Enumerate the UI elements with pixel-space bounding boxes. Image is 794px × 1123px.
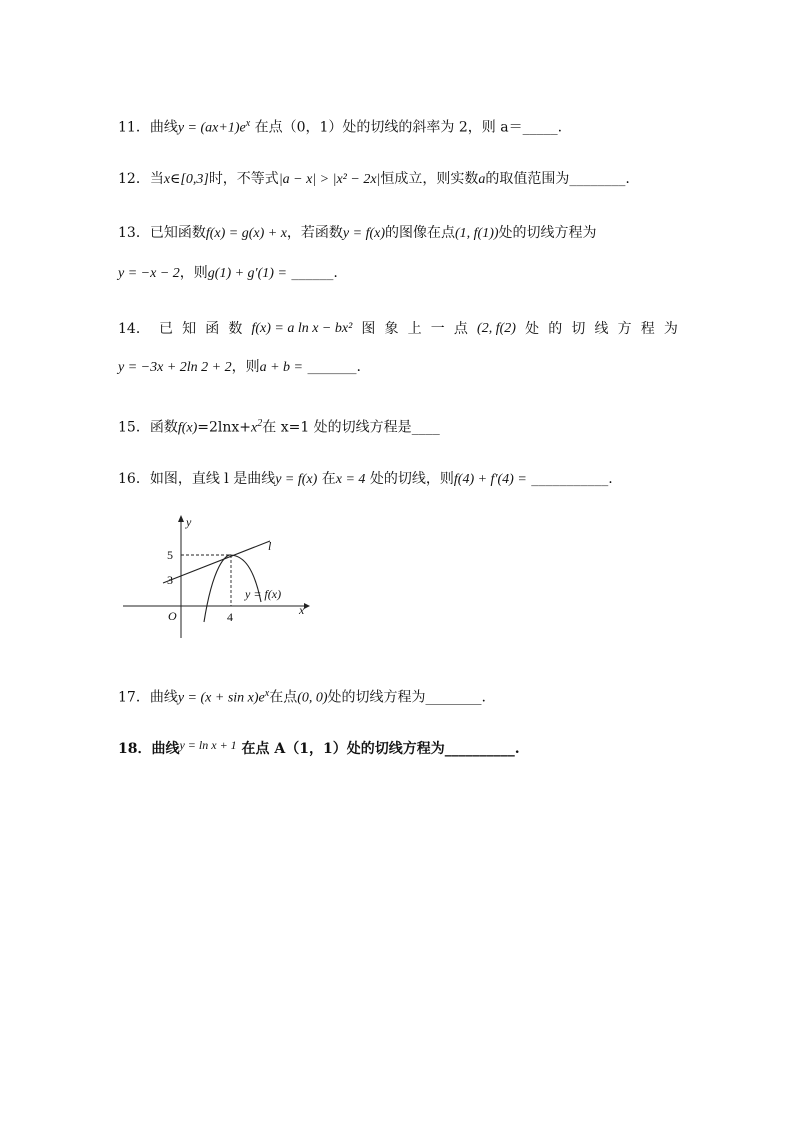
question-16: [118, 469, 613, 490]
question-char: 方: [617, 321, 632, 337]
question-text: 的图像在点: [385, 225, 455, 241]
question-text: 当: [149, 171, 164, 187]
question-char: 数: [228, 321, 243, 337]
math-expression: a: [478, 172, 486, 187]
question-char: 图: [361, 321, 376, 337]
question-char: 知: [182, 321, 197, 337]
answer-blank: _____: [522, 119, 558, 136]
math-expression: f(x) = g(x) + x: [205, 226, 287, 241]
answer-blank: ___________: [531, 471, 609, 487]
question-text: 处的切线方程为: [498, 225, 597, 241]
period: .: [356, 359, 361, 375]
question-18: [118, 735, 520, 759]
question-char: 上: [407, 321, 422, 337]
question-text: =2lnx+: [197, 419, 252, 436]
question-text: 已知函数: [149, 225, 206, 241]
question-char: 程: [640, 321, 655, 337]
math-expression: y = (ax+1)e: [177, 120, 246, 136]
y-tick-5: 5: [167, 548, 173, 562]
question-char: 象: [384, 321, 399, 337]
y-tick-3: 3: [167, 573, 173, 587]
question-text: 时，不等式: [208, 171, 279, 187]
period: .: [481, 689, 486, 706]
period: .: [608, 471, 613, 487]
period: .: [625, 171, 630, 187]
question-12: [118, 169, 630, 190]
question-char: 的: [548, 321, 563, 337]
math-superscript: 2: [257, 418, 263, 429]
answer-blank: ____: [411, 419, 440, 436]
x-tick-4: 4: [227, 610, 233, 624]
question-char: 函: [205, 321, 220, 337]
question-11: [118, 114, 562, 139]
math-expression: g(1) + g′(1) =: [207, 266, 287, 281]
question-text: 处的切线方程为: [327, 689, 426, 706]
question-text: 在 x=1 处的切线方程是: [262, 419, 412, 436]
question-13: [118, 223, 597, 244]
question-char: 处: [525, 321, 540, 337]
answer-blank: _______: [307, 359, 357, 375]
math-expression: y = −x − 2: [118, 266, 180, 281]
period: .: [557, 119, 563, 136]
math-expression: x = 4: [335, 472, 366, 487]
tangent-line-figure: [118, 510, 318, 645]
math-expression: (0, 0): [297, 690, 328, 706]
question-char: 点: [453, 321, 468, 337]
question-number: 12．: [118, 171, 150, 187]
question-char: 为: [663, 321, 678, 337]
math-expression: (1, f(1)): [455, 226, 499, 241]
math-superscript: x: [264, 688, 270, 699]
question-text: 的取值范围为: [485, 171, 570, 187]
math-expression: x∈[0,3]: [163, 172, 209, 187]
math-expression: (2, f(2): [477, 321, 516, 336]
question-14: [118, 319, 678, 339]
line-label-l: l: [268, 539, 272, 553]
question-number: 11．: [118, 119, 150, 136]
math-superscript: x: [245, 118, 251, 129]
math-expression: f(x) = a ln x − bx²: [251, 321, 353, 336]
question-13-line2: [118, 263, 338, 284]
question-text: 在点: [269, 689, 298, 706]
question-text: 在点 A（1，1）处的切线方程为: [241, 741, 445, 757]
answer-blank: ________: [569, 171, 626, 187]
question-number: 13．: [118, 225, 150, 241]
question-number: 15．: [118, 419, 150, 436]
math-expression: x: [251, 420, 258, 436]
question-15: [118, 414, 440, 439]
answer-blank: ________: [425, 689, 482, 706]
question-text: 在点（0，1）处的切线的斜率为 2，则 a＝: [250, 119, 523, 136]
math-expression: y = (x + sin x)e: [177, 690, 265, 706]
question-text: 函数: [149, 419, 178, 436]
question-number: 14．: [118, 321, 150, 337]
curve-label: y = f(x): [245, 587, 282, 601]
answer-blank: ______: [291, 265, 334, 281]
period: .: [333, 265, 338, 281]
question-text: 如图，直线 l 是曲线: [149, 471, 276, 487]
x-axis-label: x: [299, 603, 305, 617]
math-expression: f(x): [177, 420, 198, 436]
y-axis-label: y: [186, 515, 192, 529]
question-14-line2: [118, 357, 361, 378]
x-axis-arrow: [304, 603, 310, 609]
question-text: 曲线: [149, 119, 178, 136]
question-text: 在: [321, 471, 336, 487]
question-17: [118, 684, 486, 709]
question-text: 曲线: [149, 689, 178, 706]
math-expression: y = f(x): [275, 472, 318, 487]
question-number: 16．: [118, 471, 150, 487]
question-text: 曲线: [151, 741, 180, 757]
math-expression: f(4) + f′(4) =: [453, 472, 527, 487]
math-expression: a + b =: [259, 360, 304, 375]
math-expression: y = f(x): [342, 226, 385, 241]
question-text: 处的切线，则: [369, 471, 454, 487]
question-text: ，则: [179, 265, 208, 281]
y-axis-arrow: [178, 515, 184, 522]
question-char: 线: [594, 321, 609, 337]
question-number: 17．: [118, 689, 150, 706]
period: .: [514, 741, 520, 757]
origin-label: O: [168, 609, 177, 623]
math-expression: y = −3x + 2ln 2 + 2: [118, 360, 232, 375]
question-char: 一: [430, 321, 445, 337]
math-expression: |a − x| > |x² − 2x|: [278, 172, 381, 187]
question-char: 切: [571, 321, 586, 337]
question-text: 恒成立，则实数: [380, 171, 479, 187]
question-text: ，若函数: [286, 225, 343, 241]
question-number: 18．: [118, 741, 152, 757]
question-char: 已: [158, 321, 173, 337]
math-expression: y = ln x + 1: [179, 738, 237, 752]
question-text: ，则: [231, 359, 260, 375]
answer-blank: __________: [444, 741, 515, 757]
